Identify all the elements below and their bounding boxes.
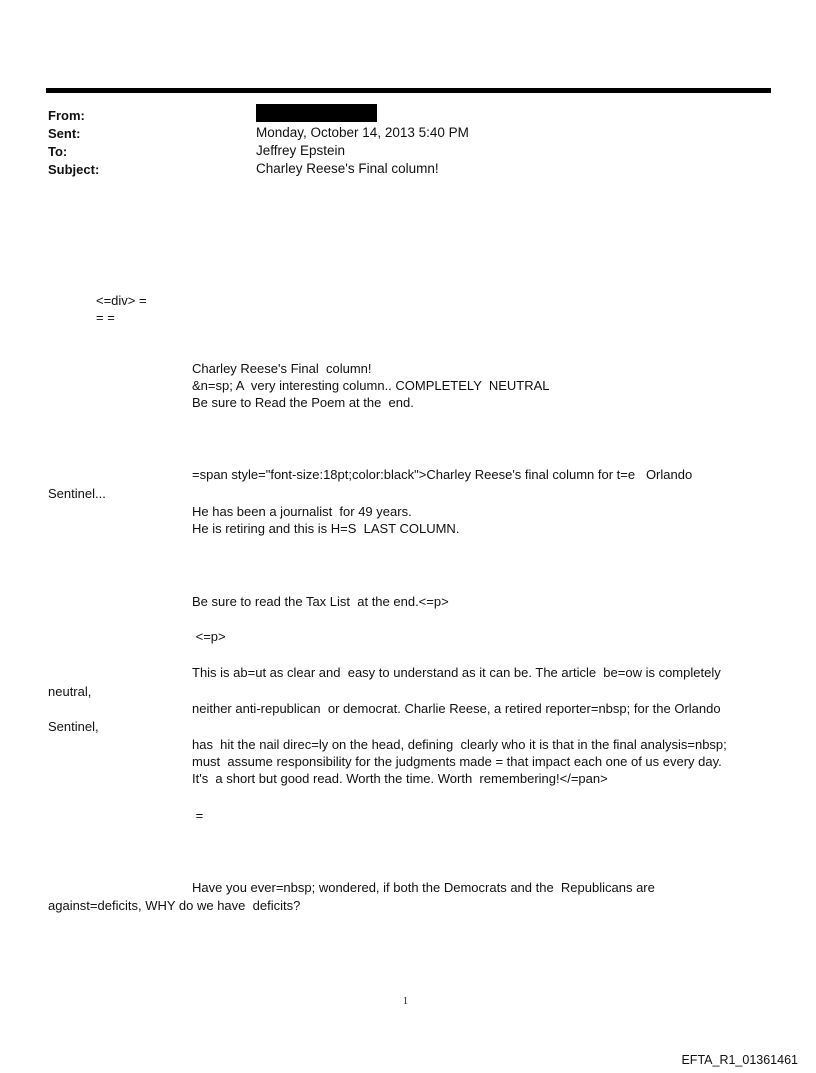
body-deficits-1: Have you ever=nbsp; wondered, if both the Democrats and the Republicans are bbox=[192, 880, 655, 895]
body-clear-3: has hit the nail direc=ly on the head, defining clearly who it is that in the final analysis=nbsp; bbox=[192, 737, 727, 752]
body-intro-poem: Be sure to Read the Poem at the end. bbox=[192, 395, 414, 410]
subject-label: Subject: bbox=[48, 162, 100, 177]
sent-value: Monday, October 14, 2013 5:40 PM bbox=[256, 125, 469, 140]
body-sentinel-2: Sentinel, bbox=[48, 719, 99, 734]
body-retiring: He is retiring and this is H=S LAST COLUMN. bbox=[192, 521, 460, 536]
body-intro-neutral: &n=sp; A very interesting column.. COMPLETELY NEUTRAL bbox=[192, 378, 550, 393]
body-intro-title: Charley Reese's Final column! bbox=[192, 361, 372, 376]
body-p-close: <=p> bbox=[192, 629, 226, 644]
document-id: EFTA_R1_01361461 bbox=[681, 1053, 798, 1067]
body-line-div-open: <=div> = bbox=[96, 293, 147, 308]
from-label: From: bbox=[48, 108, 85, 123]
body-line-eq: = = bbox=[96, 310, 115, 325]
body-clear-1: This is ab=ut as clear and easy to understand as it can be. The article be=ow is completely bbox=[192, 665, 721, 680]
page-number: 1 bbox=[403, 996, 408, 1007]
body-eq-single: = bbox=[192, 808, 204, 823]
sent-label: Sent: bbox=[48, 126, 81, 141]
to-value: Jeffrey Epstein bbox=[256, 143, 346, 158]
body-neutral: neutral, bbox=[48, 684, 92, 699]
body-span-line: =span style="font-size:18pt;color:black">Charley Reese's final column for t=e Orlando bbox=[192, 467, 693, 482]
body-deficits-2: against=deficits, WHY do we have deficits? bbox=[48, 898, 301, 913]
body-sentinel-1: Sentinel... bbox=[48, 486, 106, 501]
body-clear-2: neither anti-republican or democrat. Charlie Reese, a retired reporter=nbsp; for the Orlando bbox=[192, 701, 721, 716]
body-journalist: He has been a journalist for 49 years. bbox=[192, 504, 412, 519]
body-clear-4: must assume responsibility for the judgments made = that impact each one of us every day. bbox=[192, 754, 722, 769]
redacted-sender bbox=[256, 104, 377, 122]
to-label: To: bbox=[48, 144, 68, 159]
header-rule bbox=[46, 88, 771, 93]
body-tax-list: Be sure to read the Tax List at the end.<=p> bbox=[192, 594, 449, 609]
subject-value: Charley Reese's Final column! bbox=[256, 161, 439, 176]
body-clear-5: It's a short but good read. Worth the time. Worth remembering!</=pan> bbox=[192, 771, 608, 786]
